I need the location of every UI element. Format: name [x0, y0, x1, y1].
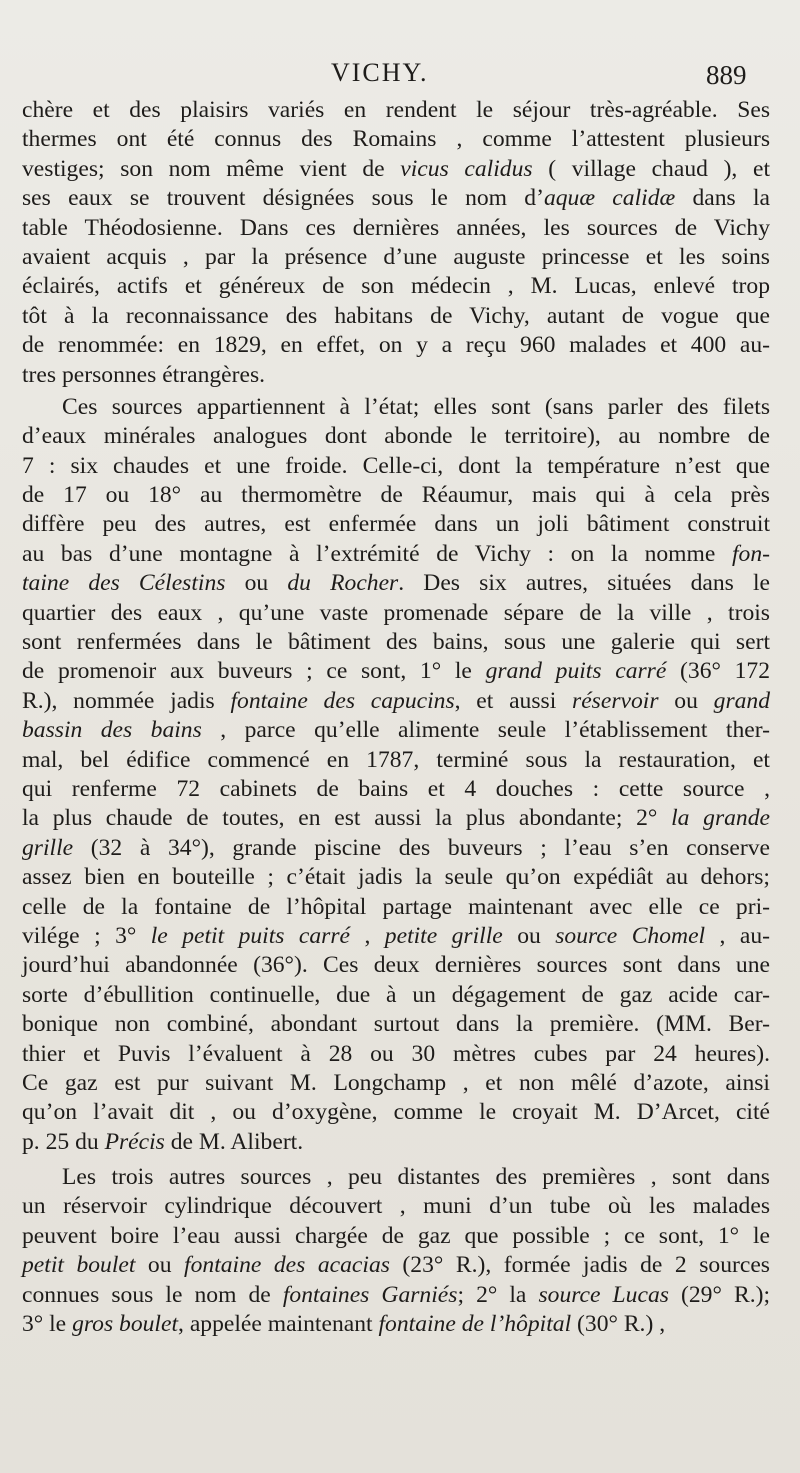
text-line [22, 1163, 770, 1192]
text-segment: R.), nommée jadis [22, 687, 231, 714]
italic-phrase: source Lucas [538, 1281, 669, 1308]
text-segment: 7 : six chaudes et une froide. Celle-ci, dont la température n’est que [22, 452, 770, 479]
text-segment: quartier des eaux , qu’une vaste promenade sépare de la ville , trois [22, 599, 770, 626]
text-segment: ou [502, 922, 556, 949]
italic-phrase: le petit puits carré [150, 922, 351, 949]
text-line [22, 687, 770, 716]
italic-phrase: bassin des bains [22, 717, 202, 744]
text-line [22, 893, 770, 922]
body-text [22, 96, 770, 1339]
text-segment: un réservoir cylindrique découvert , muni d’un tube où les malades [22, 1193, 770, 1220]
text-line [22, 155, 770, 184]
text-segment: avaient acquis , par la présence d’une auguste princesse et les soins [22, 243, 770, 270]
text-line [22, 125, 770, 154]
text-segment: Ce gaz est pur suivant M. Longchamp , et non mêlé d’azote, ainsi [22, 1069, 770, 1096]
italic-phrase: vicus calidus [400, 155, 533, 182]
italic-phrase: grille [22, 834, 74, 861]
text-line [22, 243, 770, 272]
text-segment: la plus chaude de toutes, en est aussi la plus abondante; 2° [22, 805, 672, 832]
text-line [22, 1310, 770, 1339]
italic-phrase: la grande [671, 805, 770, 832]
text-segment: (36° 172 [666, 658, 771, 685]
text-line [22, 716, 770, 745]
text-segment: diffère peu des autres, est enfermée dans un joli bâtiment construit [22, 511, 770, 538]
text-line [22, 922, 770, 951]
text-segment: chère et des plaisirs variés en rendent le séjour très-agréable. Ses [22, 97, 770, 123]
italic-phrase: gros boulet [72, 1311, 179, 1338]
text-segment: ses eaux se trouvent désignées sous le nom d’ [22, 185, 544, 212]
text-line [22, 1251, 770, 1280]
text-line [22, 1098, 770, 1127]
text-segment: Les trois autres sources , peu distantes des premières , sont dans [62, 1164, 770, 1191]
text-segment: ; 2° la [457, 1281, 539, 1308]
text-segment: tôt à la reconnaissance des habitans de Vichy, autant de vogue que [22, 302, 770, 329]
text-segment: (30° R.) , [571, 1311, 666, 1338]
italic-phrase: fontaine des acacias [184, 1252, 390, 1279]
text-segment: éclairés, actifs et généreux de son médecin , M. Lucas, enlevé trop [22, 273, 770, 300]
text-segment: qu’on l’avait dit , ou d’oxygène, comme le croyait M. D’Arcet, cité [22, 1099, 770, 1126]
italic-phrase: fontaine de l’hôpital [378, 1311, 572, 1338]
text-segment: celle de la fontaine de l’hôpital partage maintenant avec elle ce pri- [22, 893, 770, 920]
italic-phrase: fon- [731, 540, 770, 567]
italic-phrase: petite grille [384, 922, 503, 949]
text-segment: ( village chaud ), et [532, 155, 771, 182]
text-segment: Ces sources appartiennent à l’état; elles sont (sans parler des filets [62, 393, 770, 420]
text-segment: , [350, 922, 385, 949]
text-line [22, 1281, 770, 1310]
italic-phrase: Précis [104, 1128, 165, 1155]
page-number: 889 [706, 60, 747, 90]
text-line [22, 184, 770, 213]
italic-phrase: du Rocher [287, 570, 399, 597]
italic-phrase: fontaine des capucins [230, 687, 455, 714]
text-segment: (29° R.); [668, 1281, 771, 1308]
text-line [22, 540, 770, 569]
italic-phrase: source Chomel [555, 922, 706, 949]
text-segment: ou [658, 687, 714, 714]
text-line [22, 302, 770, 331]
text-segment: au bas d’une montagne à l’extrémité de Vichy : on la nomme [22, 540, 732, 567]
italic-phrase: fontaines Garniés [282, 1281, 458, 1308]
text-segment: de renommée: en 1829, en effet, on y a reçu 960 malades et 400 au- [22, 332, 770, 359]
text-segment: vestiges; son nom même vient de [22, 155, 401, 182]
text-segment: p. 25 du [22, 1128, 105, 1155]
paragraph [22, 1163, 770, 1339]
text-segment: (23° R.), formée jadis de 2 sources [389, 1252, 770, 1279]
text-segment: de 17 ou 18° au thermomètre de Réaumur, mais qui à cela près [22, 482, 770, 509]
text-segment: de M. Alibert. [164, 1128, 304, 1155]
text-segment: ou [135, 1252, 185, 1279]
text-line [22, 951, 770, 980]
text-line [22, 1192, 770, 1221]
text-segment: dans la [675, 185, 770, 212]
italic-phrase: taine des Célestins [22, 570, 226, 597]
text-line [22, 1010, 770, 1039]
text-line [22, 628, 770, 657]
text-segment: 3° le [22, 1311, 73, 1338]
text-line [22, 981, 770, 1010]
text-line [22, 452, 770, 481]
text-segment: , et aussi [454, 687, 573, 714]
italic-phrase: réservoir [572, 687, 659, 714]
text-segment: sorte d’ébullition continuelle, due à un dégagement de gaz acide car- [22, 981, 770, 1008]
text-line [22, 272, 770, 301]
text-segment: de promenoir aux buveurs ; ce sont, 1° le [22, 658, 486, 685]
text-segment: ou [225, 570, 288, 597]
text-segment: thier et Puvis l’évaluent à 28 ou 30 mètres cubes par 24 heures). [22, 1040, 770, 1067]
text-line [22, 214, 770, 243]
text-segment: sont renfermées dans le bâtiment des bains, sous une galerie qui sert [22, 629, 770, 656]
text-segment: , au- [705, 922, 770, 949]
italic-phrase: petit boulet [22, 1252, 136, 1279]
text-segment: , appelée maintenant [178, 1311, 379, 1338]
italic-phrase: grand [713, 687, 771, 714]
paragraph [22, 96, 770, 390]
text-segment: tres personnes étrangères. [22, 361, 266, 388]
text-segment: connues sous le nom de [22, 1281, 283, 1308]
text-line [22, 569, 770, 598]
text-line [22, 510, 770, 539]
text-line [22, 746, 770, 775]
text-line [22, 834, 770, 863]
text-line [22, 361, 770, 390]
text-line [22, 1128, 770, 1157]
text-line [22, 331, 770, 360]
italic-phrase: aquæ calidæ [543, 185, 676, 212]
text-segment: qui renferme 72 cabinets de bains et 4 douches : cette source , [22, 775, 770, 802]
text-segment: table Théodosienne. Dans ces dernières années, les sources de Vichy [22, 214, 770, 241]
page-header [0, 52, 800, 92]
text-segment: mal, bel édifice commencé en 1787, terminé sous la restauration, et [22, 746, 770, 773]
text-line [22, 1069, 770, 1098]
text-segment: peuvent boire l’eau aussi chargée de gaz que possible ; ce sont, 1° le [22, 1222, 770, 1249]
text-segment: bonique non combiné, abondant surtout dans la première. (MM. Ber- [22, 1011, 770, 1038]
text-segment: (32 à 34°), grande piscine des buveurs ; l’eau s’en conserve [73, 834, 770, 861]
text-line [22, 393, 770, 422]
text-line [22, 422, 770, 451]
text-line [22, 1040, 770, 1069]
text-line [22, 96, 770, 125]
text-line [22, 804, 770, 833]
text-line [22, 775, 770, 804]
running-title: VICHY. [331, 58, 429, 87]
italic-phrase: grand puits carré [485, 658, 667, 685]
text-segment: . Des six autres, situées dans le [398, 570, 771, 597]
text-line [22, 599, 770, 628]
text-segment: d’eaux minérales analogues dont abonde le territoire), au nombre de [22, 423, 770, 450]
text-segment: , parce qu’elle alimente seule l’établissement ther- [201, 717, 771, 744]
text-segment: thermes ont été connus des Romains , comme l’attestent plusieurs [22, 126, 770, 153]
text-line [22, 657, 770, 686]
text-line [22, 481, 770, 510]
text-segment: jourd’hui abandonnée (36°). Ces deux dernières sources sont dans une [22, 952, 770, 979]
text-line [22, 863, 770, 892]
text-segment: assez bien en bouteille ; c’était jadis la seule qu’on expédiât au dehors; [22, 864, 770, 891]
text-segment: vilége ; 3° [22, 922, 151, 949]
paragraph [22, 393, 770, 1157]
text-line [22, 1222, 770, 1251]
